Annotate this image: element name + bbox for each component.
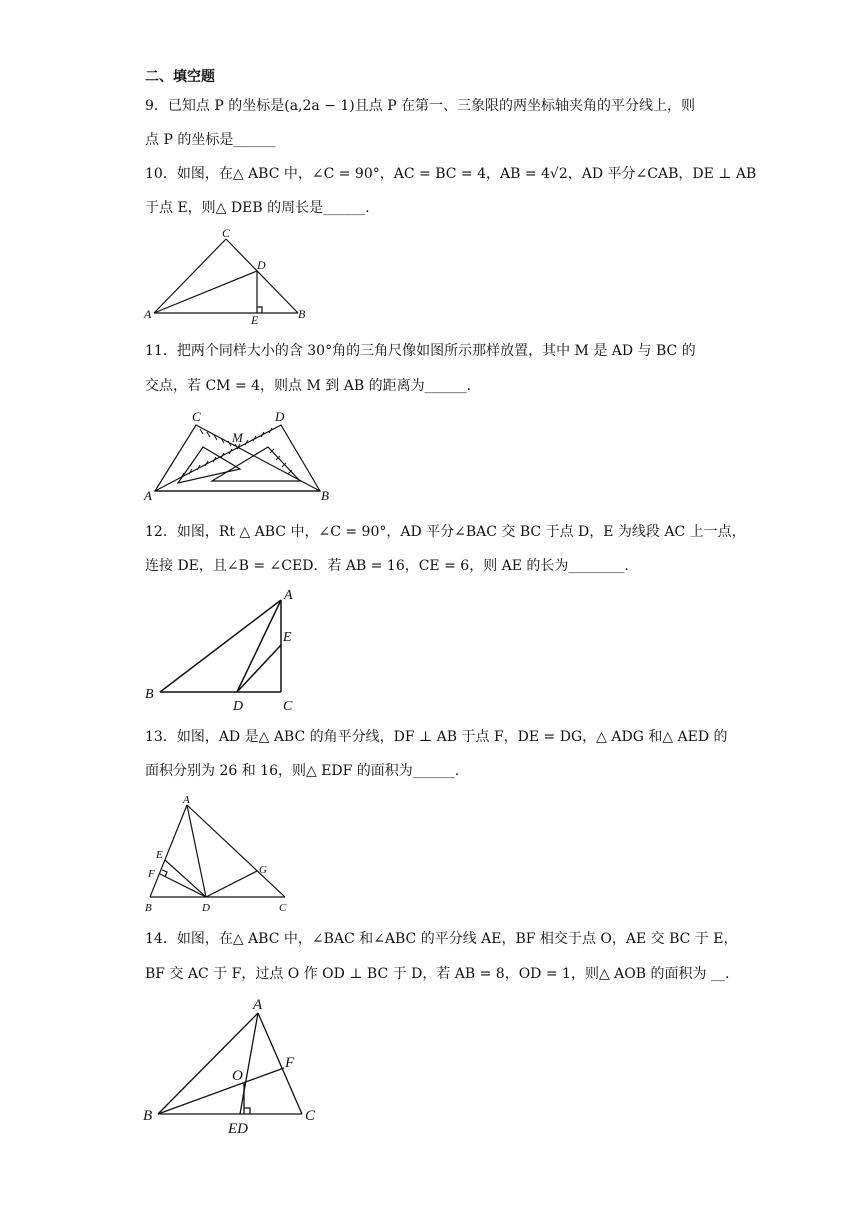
figure-q13 — [140, 790, 300, 915]
question-11-line-1: 11．把两个同样大小的含 30°角的三角尺像如图所示那样放置，其中 M 是 AD 与 BC 的 — [145, 343, 696, 359]
question-12-line-2: 连接 DE，且∠B = ∠CED．若 AB = 16，CE = 6，则 AE 的长为________. — [145, 558, 629, 574]
label-e: E — [156, 849, 163, 861]
question-14-line-1: 14．如图，在△ ABC 中，∠BAC 和∠ABC 的平分线 AE，BF 相交于点 O，AE 交 BC 于 E， — [145, 931, 738, 947]
inner-cutout-right — [212, 447, 300, 481]
figure-q14 — [140, 993, 330, 1138]
label-f: F — [285, 1055, 295, 1071]
segment-ac — [258, 1013, 302, 1114]
figure-q10 — [140, 225, 315, 325]
label-b: B — [298, 307, 306, 321]
question-12-line-1: 12．如图，Rt △ ABC 中，∠C = 90°，AD 平分∠BAC 交 BC 于点 D，E 为线段 AC 上一点， — [145, 524, 746, 540]
segment-df — [160, 874, 206, 897]
label-a: A — [183, 794, 190, 806]
segment-ad — [154, 271, 257, 313]
label-a: A — [253, 997, 263, 1013]
label-a: A — [144, 488, 152, 503]
label-e: E — [283, 630, 292, 645]
label-c: C — [305, 1108, 316, 1124]
question-13-line-1: 13．如图，AD 是△ ABC 的角平分线，DF ⊥ AB 于点 F，DE = DG，△ ADG 和△ AED 的 — [145, 729, 728, 745]
section-title: 二、填空题 — [145, 69, 215, 85]
label-b: B — [145, 902, 152, 914]
label-m: M — [232, 430, 243, 445]
right-angle-mark — [244, 1108, 250, 1114]
label-c: C — [222, 226, 231, 240]
segment-cb — [226, 239, 298, 313]
segment-dg — [206, 871, 257, 897]
question-13-line-2: 面积分别为 26 和 16，则△ EDF 的面积为______. — [145, 763, 460, 779]
label-f: F — [148, 868, 155, 880]
question-10-line-2: 于点 E，则△ DEB 的周长是______. — [145, 200, 370, 216]
label-d: D — [202, 902, 210, 914]
question-10-line-1: 10．如图，在△ ABC 中，∠C = 90°，AC = BC = 4，AB = 4√2，AD 平分∠CAB，DE ⊥ AB — [145, 166, 757, 182]
segment-ad — [237, 600, 281, 692]
question-14-line-2: BF 交 AC 于 F，过点 O 作 OD ⊥ BC 于 D，若 AB = 8，OD = 1，则△ AOB 的面积为 __. — [145, 966, 730, 982]
label-a: A — [144, 307, 152, 321]
label-c: C — [192, 409, 201, 424]
question-9-line-2: 点 P 的坐标是______ — [145, 132, 276, 148]
label-d: D — [257, 258, 266, 272]
segment-bf — [158, 1068, 284, 1114]
label-b: B — [321, 488, 329, 503]
label-c: C — [283, 699, 293, 714]
segment-ac — [187, 805, 285, 897]
segment-ac — [154, 239, 226, 313]
segment-ab — [160, 600, 281, 692]
label-ed: ED — [228, 1121, 248, 1137]
label-o: O — [232, 1068, 243, 1084]
inner-cutout-left — [178, 447, 240, 483]
label-b: B — [145, 687, 154, 702]
label-e: E — [251, 313, 259, 327]
question-9-line-1: 9．已知点 P 的坐标是(a,2a − 1)且点 P 在第一、三象限的两坐标轴夹角的平分线上，则 — [145, 98, 696, 114]
label-a: A — [284, 588, 293, 603]
label-d: D — [233, 699, 244, 714]
label-c: C — [279, 902, 287, 914]
segment-de — [237, 645, 281, 692]
label-g: G — [259, 864, 267, 876]
label-b: B — [143, 1108, 153, 1124]
question-11-line-2: 交点，若 CM = 4，则点 M 到 AB 的距离为______. — [145, 378, 472, 394]
figure-q12 — [140, 585, 310, 715]
figure-q11 — [140, 405, 340, 505]
label-d: D — [275, 409, 285, 424]
